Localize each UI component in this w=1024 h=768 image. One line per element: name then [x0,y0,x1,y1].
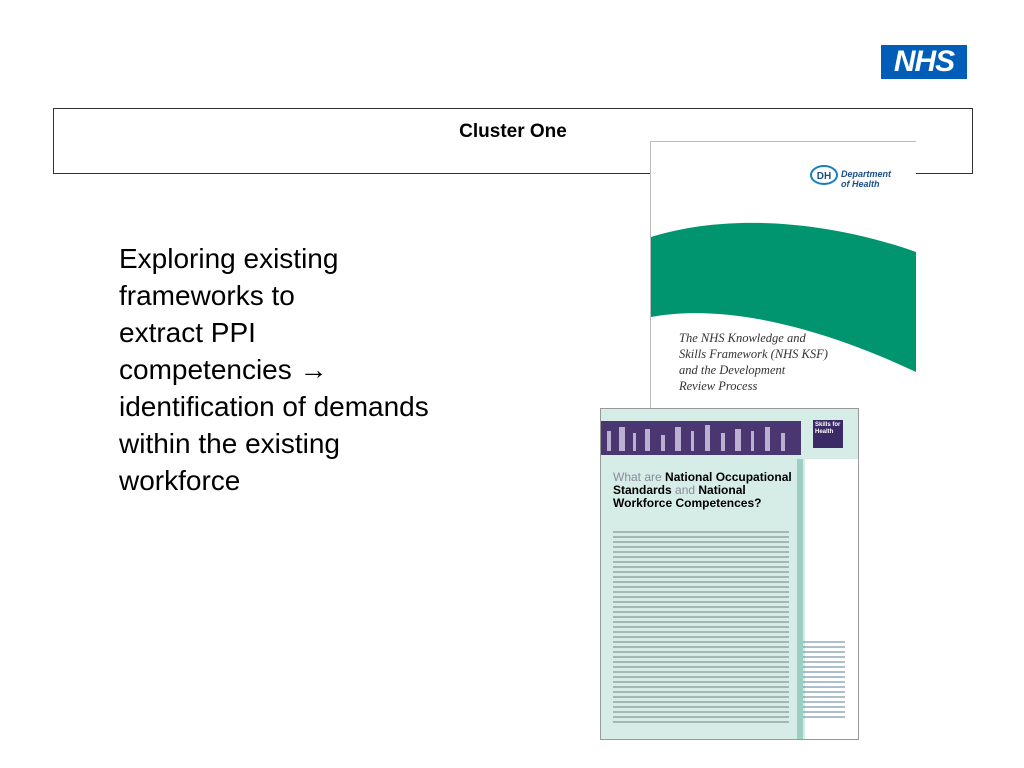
nos-banner [601,421,801,455]
dh-logo-icon [809,164,839,186]
nos-body-text-lines [613,531,789,726]
nos-title-part: National Occupational Standards [613,470,792,497]
skills-for-health-badge: Skills for Health [813,420,843,448]
dh-logo-line: Department [841,169,892,179]
dh-brochure-title [679,330,879,394]
dh-title-line: Review Process [679,379,758,393]
nos-title-part: What are [613,470,666,484]
nos-title-part: National Workforce Competences? [613,483,762,510]
body-line: workforce [119,465,241,496]
dh-logo-mark: DH [816,171,832,182]
dh-logo-text [841,169,891,189]
body-line: within the existing [119,428,341,459]
dh-title-line: Skills Framework (NHS KSF) [679,347,828,361]
dh-title-line: and the Development [679,363,786,377]
dh-title-line: The NHS Knowledge and [679,331,806,345]
nos-brochure-image [600,408,859,740]
dh-logo-line: of Health [841,179,880,189]
people-silhouettes [601,421,801,455]
nhs-logo: NHS [881,45,967,79]
slide-title: Cluster One [459,121,567,142]
body-line: competencies → [119,354,328,385]
nos-title-part: and [671,483,699,497]
nos-brochure-title [613,471,793,510]
nos-contact-text-lines [803,641,845,721]
body-line: frameworks to [119,280,295,311]
body-text [119,240,509,499]
body-line: extract PPI [119,317,256,348]
body-line: identification of demands [119,391,429,422]
body-line: Exploring existing [119,243,339,274]
